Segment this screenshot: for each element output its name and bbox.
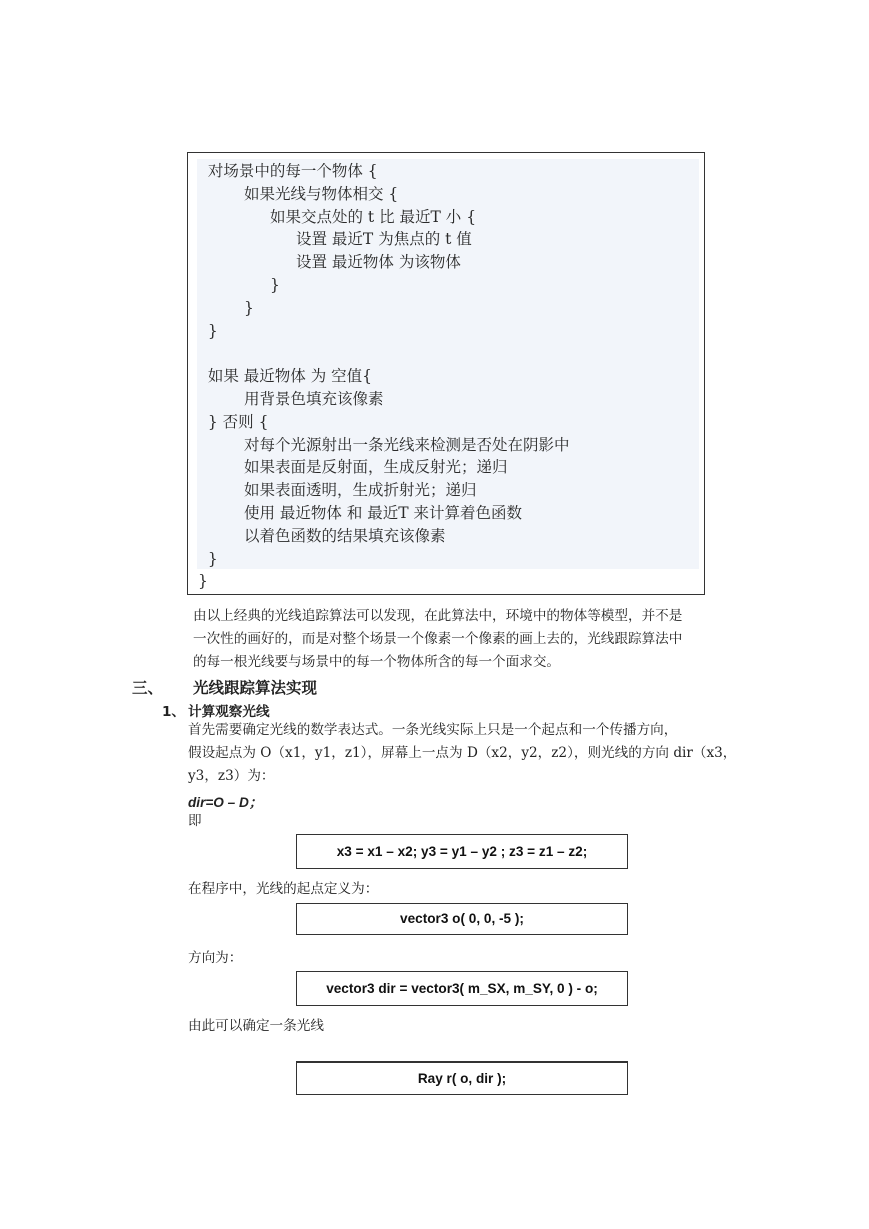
pseudocode-line: 使用 最近物体 和 最近T 来计算着色函数 xyxy=(244,504,523,522)
intro-line-2: 一次性的画好的，而是对整个场景一个像素一个像素的画上去的，光线跟踪算法中 xyxy=(193,631,683,647)
section-number: 三、 xyxy=(132,678,164,697)
origin-code-box: vector3 o( 0, 0, -5 ); xyxy=(296,903,628,935)
pseudocode-line: 用背景色填充该像素 xyxy=(244,390,384,408)
pseudocode-line: } xyxy=(198,321,218,340)
section-title: 光线跟踪算法实现 xyxy=(193,678,318,697)
direction-text: 方向为： xyxy=(188,950,243,966)
pseudocode-line: } 否则 { xyxy=(198,412,269,431)
direction-code-box: vector3 dir = vector3( m_SX, m_SY, 0 ) - o; xyxy=(296,971,628,1006)
intro-line-3: 的每一根光线要与场景中的每一个物体所含的每一个面求交。 xyxy=(193,654,561,670)
body-line-2: 假设起点为 O（x1，y1，z1），屏幕上一点为 D（x2，y2，z2），则光线的方向 dir（x3， xyxy=(188,745,737,761)
body-line-1: 首先需要确定光线的数学表达式。一条光线实际上只是一个起点和一个传播方向， xyxy=(188,722,678,738)
body-line-3: y3，z3）为： xyxy=(188,768,275,784)
pseudocode-line: 对每个光源射出一条光线来检测是否处在阴影中 xyxy=(244,435,570,454)
pseudocode-line: } xyxy=(198,572,208,591)
origin-text: 在程序中，光线的起点定义为： xyxy=(188,881,379,897)
pseudocode-line: } xyxy=(198,549,218,568)
pseudocode-line: 设置 最近T 为焦点的 t 值 xyxy=(296,230,472,249)
subsection-number: 1、 xyxy=(162,704,186,720)
pseudocode-line: } xyxy=(244,298,254,317)
pseudocode-line: 设置 最近物体 为该物体 xyxy=(296,253,461,272)
ray-text: 由此可以确定一条光线 xyxy=(188,1018,324,1034)
pseudocode-line: 以着色函数的结果填充该像素 xyxy=(244,526,446,545)
intro-line-1: 由以上经典的光线追踪算法可以发现，在此算法中，环境中的物体等模型，并不是 xyxy=(193,608,683,624)
pseudocode-line: 如果 最近物体 为 空值{ xyxy=(198,367,372,386)
pseudocode-line: 如果光线与物体相交 { xyxy=(244,184,399,203)
pseudocode-line: 如果表面是反射面，生成反射光；递归 xyxy=(244,458,508,477)
subsection-title: 计算观察光线 xyxy=(188,704,270,720)
equation-box: x3 = x1 – x2; y3 = y1 – y2 ; z3 = z1 – z2; xyxy=(296,834,628,869)
pseudocode-line: 对场景中的每一个物体 { xyxy=(198,162,378,180)
pseudocode-box xyxy=(187,152,705,595)
pseudocode-line: 如果表面透明，生成折射光；递归 xyxy=(244,481,477,500)
direction-formula: dir=O – D； xyxy=(188,795,263,810)
ray-code-box: Ray r( o, dir ); xyxy=(296,1061,628,1095)
ji-label: 即 xyxy=(188,813,202,829)
pseudocode-line: } xyxy=(270,276,280,294)
pseudocode-line: 如果交点处的 t 比 最近T 小 { xyxy=(270,207,477,226)
